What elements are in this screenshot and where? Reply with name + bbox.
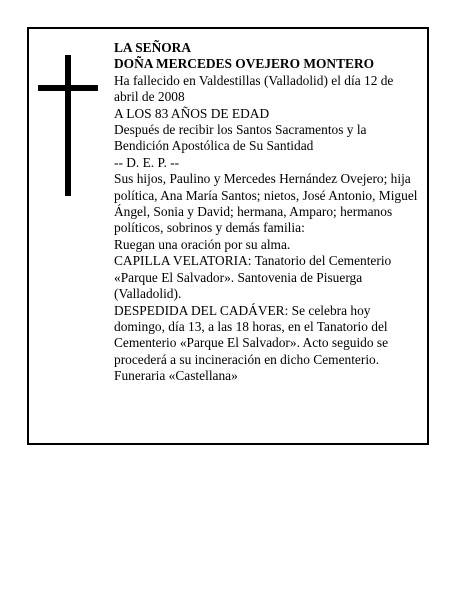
cross-vertical-bar [65,55,71,196]
age-line: A LOS 83 AÑOS DE EDAD [114,105,270,121]
cross-horizontal-bar [38,85,98,91]
deceased-name: DOÑA MERCEDES OVEJERO MONTERO [114,56,375,72]
family-line: Sus hijos, Paulino y Mercedes Hernández Ovejero; hija política, Ana María Santos; nietos, José Antonio, Miguel Ángel, Sonia y David; hermana, Amparo; hermanos políticos, sobrinos y demás familia: [114,171,418,236]
notice-text [114,40,419,385]
death-info: Ha fallecido en Valdestillas (Valladolid) el día 12 de abril de 2008 [114,72,394,105]
funeral-home-line: Funeraria «Castellana» [114,368,238,384]
prayer-line: Ruegan una oración por su alma. [114,236,291,252]
sacraments-line: Después de recibir los Santos Sacramentos y la Bendición Apostólica de Su Santidad [114,122,367,154]
rip-line: -- D. E. P. -- [114,154,180,170]
farewell-line: DESPEDIDA DEL CADÁVER: Se celebra hoy domingo, día 13, a las 18 horas, en el Tanatorio del Cementerio «Parque El Salvador». Acto seguido se procederá a su incineración en dicho Cementerio. [114,302,389,367]
chapel-line: CAPILLA VELATORIA: Tanatorio del Cementerio «Parque El Salvador». Santovenia de Pisuerga (Valladolid). [114,253,392,302]
notice-title: LA SEÑORA [114,40,192,55]
